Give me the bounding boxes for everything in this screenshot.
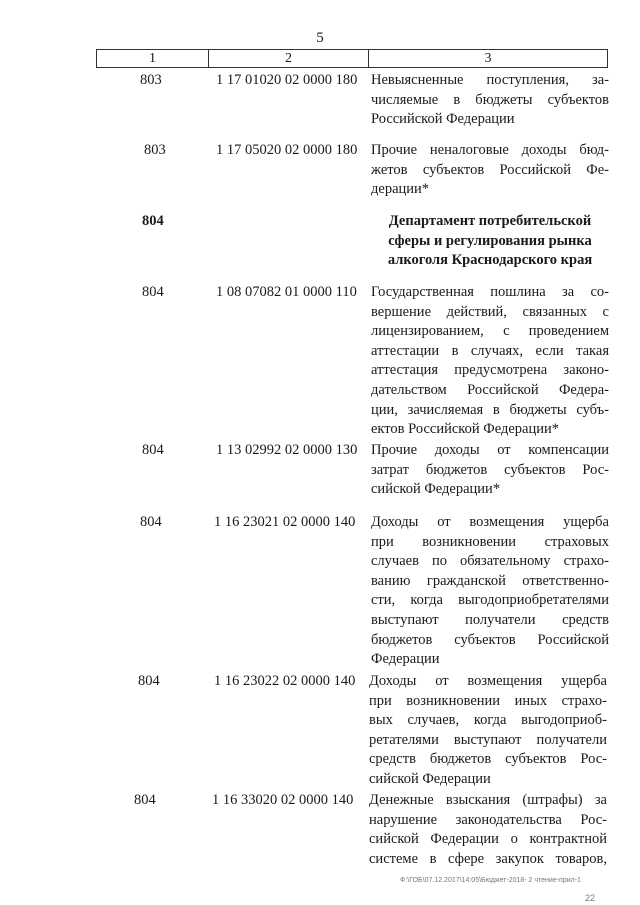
description-line: сийской Федерации* <box>371 481 501 498</box>
department-title-line: сферы и регулирования рынка <box>388 232 592 249</box>
admin-code: 804 <box>140 514 162 530</box>
description-line: аттестации в случаях, если такая <box>371 342 609 359</box>
budget-code: 1 16 33020 02 0000 140 <box>212 792 354 808</box>
admin-code: 803 <box>140 72 162 88</box>
description-line: выступают получатели средств <box>371 611 609 628</box>
budget-code: 1 17 01020 02 0000 180 <box>216 72 358 88</box>
description-line: затрат бюджетов субъектов Рос- <box>371 461 609 478</box>
description-line: лицензированием, с проведением <box>371 323 609 340</box>
budget-code: 1 13 02992 02 0000 130 <box>216 442 358 458</box>
description-line: Государственная пошлина за со- <box>371 284 609 300</box>
description-line: дательством Российской Федера- <box>371 381 609 398</box>
admin-code: 803 <box>144 142 166 158</box>
department-title-line: алкоголя Краснодарского края <box>387 252 593 269</box>
description-line: аттестация предусмотрена законо- <box>371 362 609 379</box>
description-line: случаев по обязательному страхо- <box>371 553 609 570</box>
description-line: вершение действий, связанных с <box>371 303 609 320</box>
description-line: жетов субъектов Российской Фе- <box>371 161 609 178</box>
admin-code: 804 <box>138 673 160 689</box>
column-header-1: 1 <box>97 50 209 67</box>
description-line: сти, когда выгодоприобретателями <box>371 592 609 609</box>
description <box>371 441 609 500</box>
description-line: вых случаев, когда выгодоприоб- <box>369 712 607 729</box>
description-line: сийской Федерации о контрактной <box>369 831 607 848</box>
admin-code: 804 <box>134 792 156 808</box>
description-line: ванию гражданской ответственно- <box>371 572 609 589</box>
description <box>371 283 609 440</box>
description-line: ретателями выступают получатели <box>369 731 607 748</box>
budget-code: 1 16 23022 02 0000 140 <box>214 673 356 689</box>
description <box>369 672 607 790</box>
description-line: Денежные взыскания (штрафы) за <box>369 792 607 808</box>
description-line: при возникновении страховых <box>371 533 609 550</box>
budget-code: 1 17 05020 02 0000 180 <box>216 142 358 158</box>
description-line: Российской Федерации <box>371 111 515 128</box>
description-line: средств бюджетов субъектов Рос- <box>369 751 607 768</box>
description <box>369 791 607 869</box>
column-header-row <box>96 49 608 68</box>
description <box>371 141 609 200</box>
admin-code: 804 <box>142 442 164 458</box>
description-line: Доходы от возмещения ущерба <box>369 673 607 689</box>
description-line: Доходы от возмещения ущерба <box>371 514 609 530</box>
column-header-2: 2 <box>209 50 369 67</box>
description-line: системе в сфере закупок товаров, <box>369 850 607 867</box>
budget-code: 1 08 07082 01 0000 110 <box>216 284 357 300</box>
description-line: ектов Российской Федерации* <box>371 421 559 438</box>
description-line: Прочие доходы от компенсации <box>371 442 609 458</box>
budget-code: 1 16 23021 02 0000 140 <box>214 514 356 530</box>
description-line: Прочие неналоговые доходы бюд- <box>371 142 609 158</box>
description-line: дерации* <box>371 181 430 198</box>
description-line: числяемые в бюджеты субъектов <box>371 91 609 108</box>
description <box>371 513 609 670</box>
page-number: 5 <box>316 30 324 46</box>
description-line: Федерации <box>371 651 440 668</box>
admin-code: 804 <box>142 213 164 229</box>
department-title-line: Департамент потребительской <box>388 213 592 229</box>
department-title <box>376 212 604 271</box>
description-line: бюджетов субъектов Российской <box>371 631 609 648</box>
description-line: нарушение законодательства Рос- <box>369 811 607 828</box>
description <box>371 71 609 130</box>
description-line: Невыясненные поступления, за- <box>371 72 609 88</box>
description-line: при возникновении иных страхо- <box>369 692 607 709</box>
description-line: ции, зачисляемая в бюджеты субъ- <box>371 401 609 418</box>
column-header-3: 3 <box>484 51 492 66</box>
sheet-mark: 22 <box>585 893 596 903</box>
file-path-stamp: Ф:\ГОБ\07.12.2017\14:05\Бюджет-2018- 2 чтение-прил-1 <box>400 877 581 884</box>
description-line: сийской Федерации <box>369 770 491 787</box>
admin-code: 804 <box>142 284 164 300</box>
